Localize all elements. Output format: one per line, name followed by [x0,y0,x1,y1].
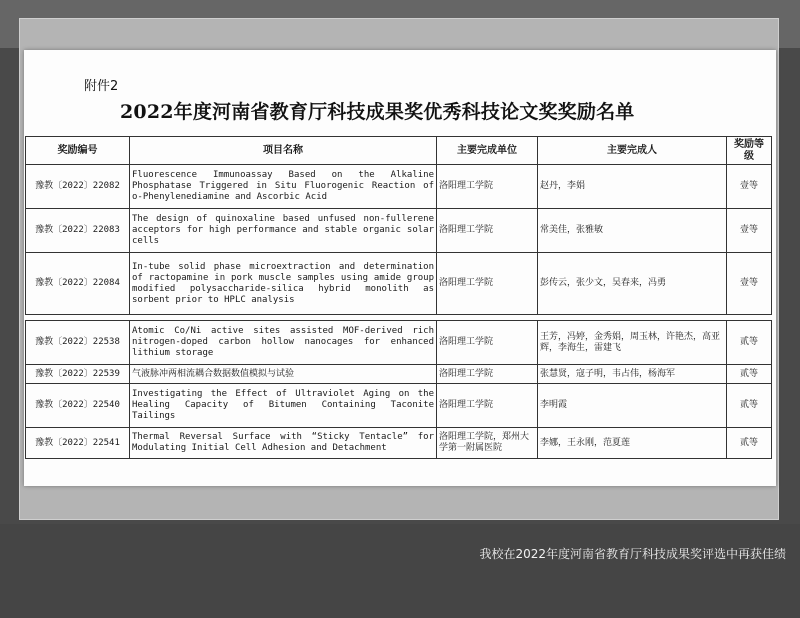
award-level: 壹等 [727,253,772,315]
award-level: 贰等 [727,384,772,428]
completion-unit: 洛阳理工学院，郑州大学第一附属医院 [437,428,538,459]
table-header-row [26,137,772,165]
header-level: 奖励等级 [727,137,772,165]
completion-unit: 洛阳理工学院 [437,365,538,384]
project-name: 气液脉冲两相流耦合数据数值模拟与试验 [130,365,437,384]
award-level: 贰等 [727,428,772,459]
completion-unit: 洛阳理工学院 [437,253,538,315]
completion-unit: 洛阳理工学院 [437,165,538,209]
award-code: 豫教〔2022〕22541 [26,428,130,459]
table-row [26,384,772,428]
project-name: In-tube solid phase microextraction and determination of ractopamine in pork muscle samples using amide group modified polysaccharide-silica hybrid monolith as sorbent prior to HPLC analysis [130,253,437,315]
attachment-label: 附件2 [84,79,119,94]
header-people: 主要完成人 [538,137,727,165]
project-name: Atomic Co/Ni active sites assisted MOF-derived rich nitrogen-doped carbon hollow nanocages for enhanced lithium storage [130,321,437,365]
award-code: 豫教〔2022〕22540 [26,384,130,428]
header-code: 奖励编号 [26,137,130,165]
completion-people: 李明霞 [538,384,727,428]
award-table [25,136,772,459]
table-row [26,253,772,315]
completion-people: 张慧贤，寇子明，韦占伟，杨海军 [538,365,727,384]
table-row [26,209,772,253]
completion-people: 常美佳，张雅敏 [538,209,727,253]
table-row [26,321,772,365]
award-code: 豫教〔2022〕22083 [26,209,130,253]
award-level: 贰等 [727,321,772,365]
award-level: 贰等 [727,365,772,384]
completion-people: 王芳，冯婷，金秀娟，周玉林，许艳杰，高亚辉，李海生，雷建飞 [538,321,727,365]
completion-people: 李娜，王永刚，范夏莲 [538,428,727,459]
completion-unit: 洛阳理工学院 [437,321,538,365]
table-row [26,165,772,209]
header-project: 项目名称 [130,137,437,165]
document-title: 2022年度河南省教育厅科技成果奖优秀科技论文奖奖励名单 [120,101,635,123]
table-row [26,365,772,384]
project-name: Thermal Reversal Surface with “Sticky Tentacle” for Modulating Initial Cell Adhesion and Detachment [130,428,437,459]
completion-people: 赵丹，李娟 [538,165,727,209]
award-level: 壹等 [727,209,772,253]
completion-unit: 洛阳理工学院 [437,209,538,253]
project-name: Fluorescence Immunoassay Based on the Alkaline Phosphatase Triggered in Situ Fluorogenic Reaction of o-Phenylenediamine and Ascorbic Acid [130,165,437,209]
caption-bar [0,524,800,618]
award-code: 豫教〔2022〕22539 [26,365,130,384]
award-code: 豫教〔2022〕22538 [26,321,130,365]
completion-unit: 洛阳理工学院 [437,384,538,428]
award-code: 豫教〔2022〕22084 [26,253,130,315]
award-level: 壹等 [727,165,772,209]
project-name: The design of quinoxaline based unfused non-fullerene acceptors for high performance and stable organic solar cells [130,209,437,253]
table-row [26,428,772,459]
completion-people: 彭传云，张少文，吴春来，冯勇 [538,253,727,315]
project-name: Investigating the Effect of Ultraviolet Aging on the Healing Capacity of Bitumen Containing Taconite Tailings [130,384,437,428]
header-unit: 主要完成单位 [437,137,538,165]
image-caption: 我校在2022年度河南省教育厅科技成果奖评选中再获佳绩 [479,547,786,561]
award-code: 豫教〔2022〕22082 [26,165,130,209]
